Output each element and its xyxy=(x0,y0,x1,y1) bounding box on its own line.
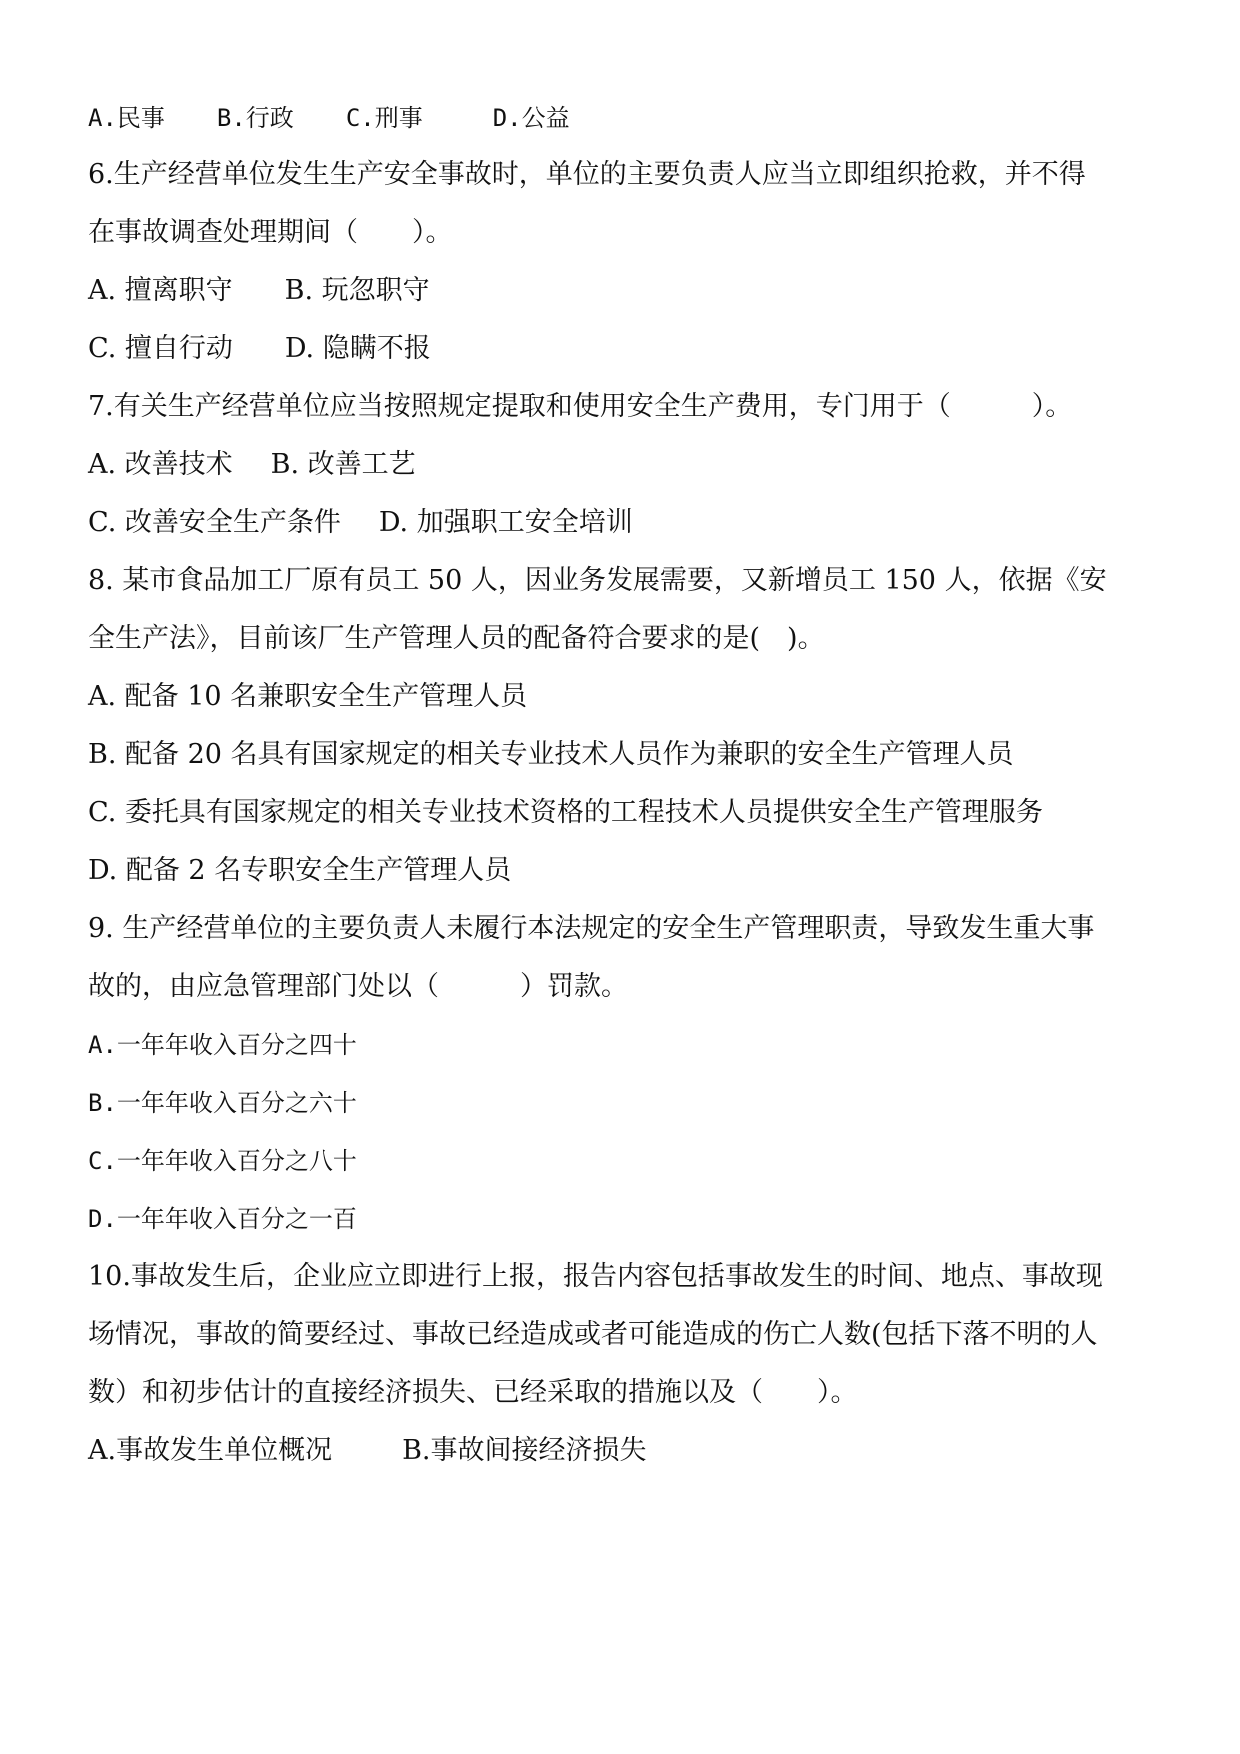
q6-option-d: D. 隐瞒不报 xyxy=(284,333,431,364)
q10-stem-line1: 10.事故发生后，企业应立即进行上报，报告内容包括事故发生的时间、地点、事故现 xyxy=(88,1261,1103,1292)
q10-options-row-1 xyxy=(88,1431,647,1471)
q6-option-c: C. 擅自行动 xyxy=(88,333,233,364)
q6-stem-line1: 6.生产经营单位发生生产安全事故时，单位的主要负责人应当立即组织抢救，并不得 xyxy=(88,159,1086,190)
q5-option-c: C.刑事 xyxy=(345,104,423,132)
q5-option-b: B.行政 xyxy=(216,104,294,132)
q7-stem-line1: 7.有关生产经营单位应当按照规定提取和使用安全生产费用，专门用于（ ）。 xyxy=(88,391,1073,422)
q8-stem-line2: 全生产法》，目前该厂生产管理人员的配备符合要求的是( )。 xyxy=(88,623,825,654)
q6-options-row-1 xyxy=(88,271,430,311)
q6-options-row-2 xyxy=(88,329,431,369)
q8-stem-line1: 8. 某市食品加工厂原有员工 50 人，因业务发展需要，又新增员工 150 人，依据《安 xyxy=(88,565,1107,596)
q8-option-b: B. 配备 20 名具有国家规定的相关专业技术人员作为兼职的安全生产管理人员 xyxy=(88,739,1014,770)
q10-option-b: B.事故间接经济损失 xyxy=(402,1435,647,1466)
q9-option-d: D.一年年收入百分之一百 xyxy=(88,1205,357,1233)
q5-option-a: A.民事 xyxy=(88,104,165,132)
q6-option-b: B. 玩忽职守 xyxy=(284,275,430,306)
q7-option-a: A. 改善技术 xyxy=(88,449,233,480)
q7-options-row-1 xyxy=(88,445,416,485)
q9-stem-line1: 9. 生产经营单位的主要负责人未履行本法规定的安全生产管理职责，导致发生重大事 xyxy=(88,913,1095,944)
q10-stem-line3: 数）和初步估计的直接经济损失、已经采取的措施以及（ ）。 xyxy=(88,1377,858,1408)
q7-option-c: C. 改善安全生产条件 xyxy=(88,507,341,538)
q5-option-d: D.公益 xyxy=(492,104,570,132)
q10-stem-line2: 场情况，事故的简要经过、事故已经造成或者可能造成的伤亡人数(包括下落不明的人 xyxy=(88,1319,1098,1350)
q9-option-c: C.一年年收入百分之八十 xyxy=(88,1147,357,1175)
q10-option-a: A.事故发生单位概况 xyxy=(88,1435,333,1466)
q6-stem-line2: 在事故调查处理期间（ ）。 xyxy=(88,217,453,248)
q6-option-a: A. 擅离职守 xyxy=(88,275,233,306)
q7-option-d: D. 加强职工安全培训 xyxy=(378,507,633,538)
q9-stem-line2: 故的，由应急管理部门处以（ ）罚款。 xyxy=(88,971,628,1002)
q8-option-a: A. 配备 10 名兼职安全生产管理人员 xyxy=(88,681,528,712)
q9-option-a: A.一年年收入百分之四十 xyxy=(88,1031,357,1059)
q7-options-row-2 xyxy=(88,503,633,543)
q7-option-b: B. 改善工艺 xyxy=(270,449,416,480)
q8-option-d: D. 配备 2 名专职安全生产管理人员 xyxy=(88,855,512,886)
q5-options-row xyxy=(88,98,570,138)
q8-option-c: C. 委托具有国家规定的相关专业技术资格的工程技术人员提供安全生产管理服务 xyxy=(88,797,1043,828)
q9-option-b: B.一年年收入百分之六十 xyxy=(88,1089,357,1117)
